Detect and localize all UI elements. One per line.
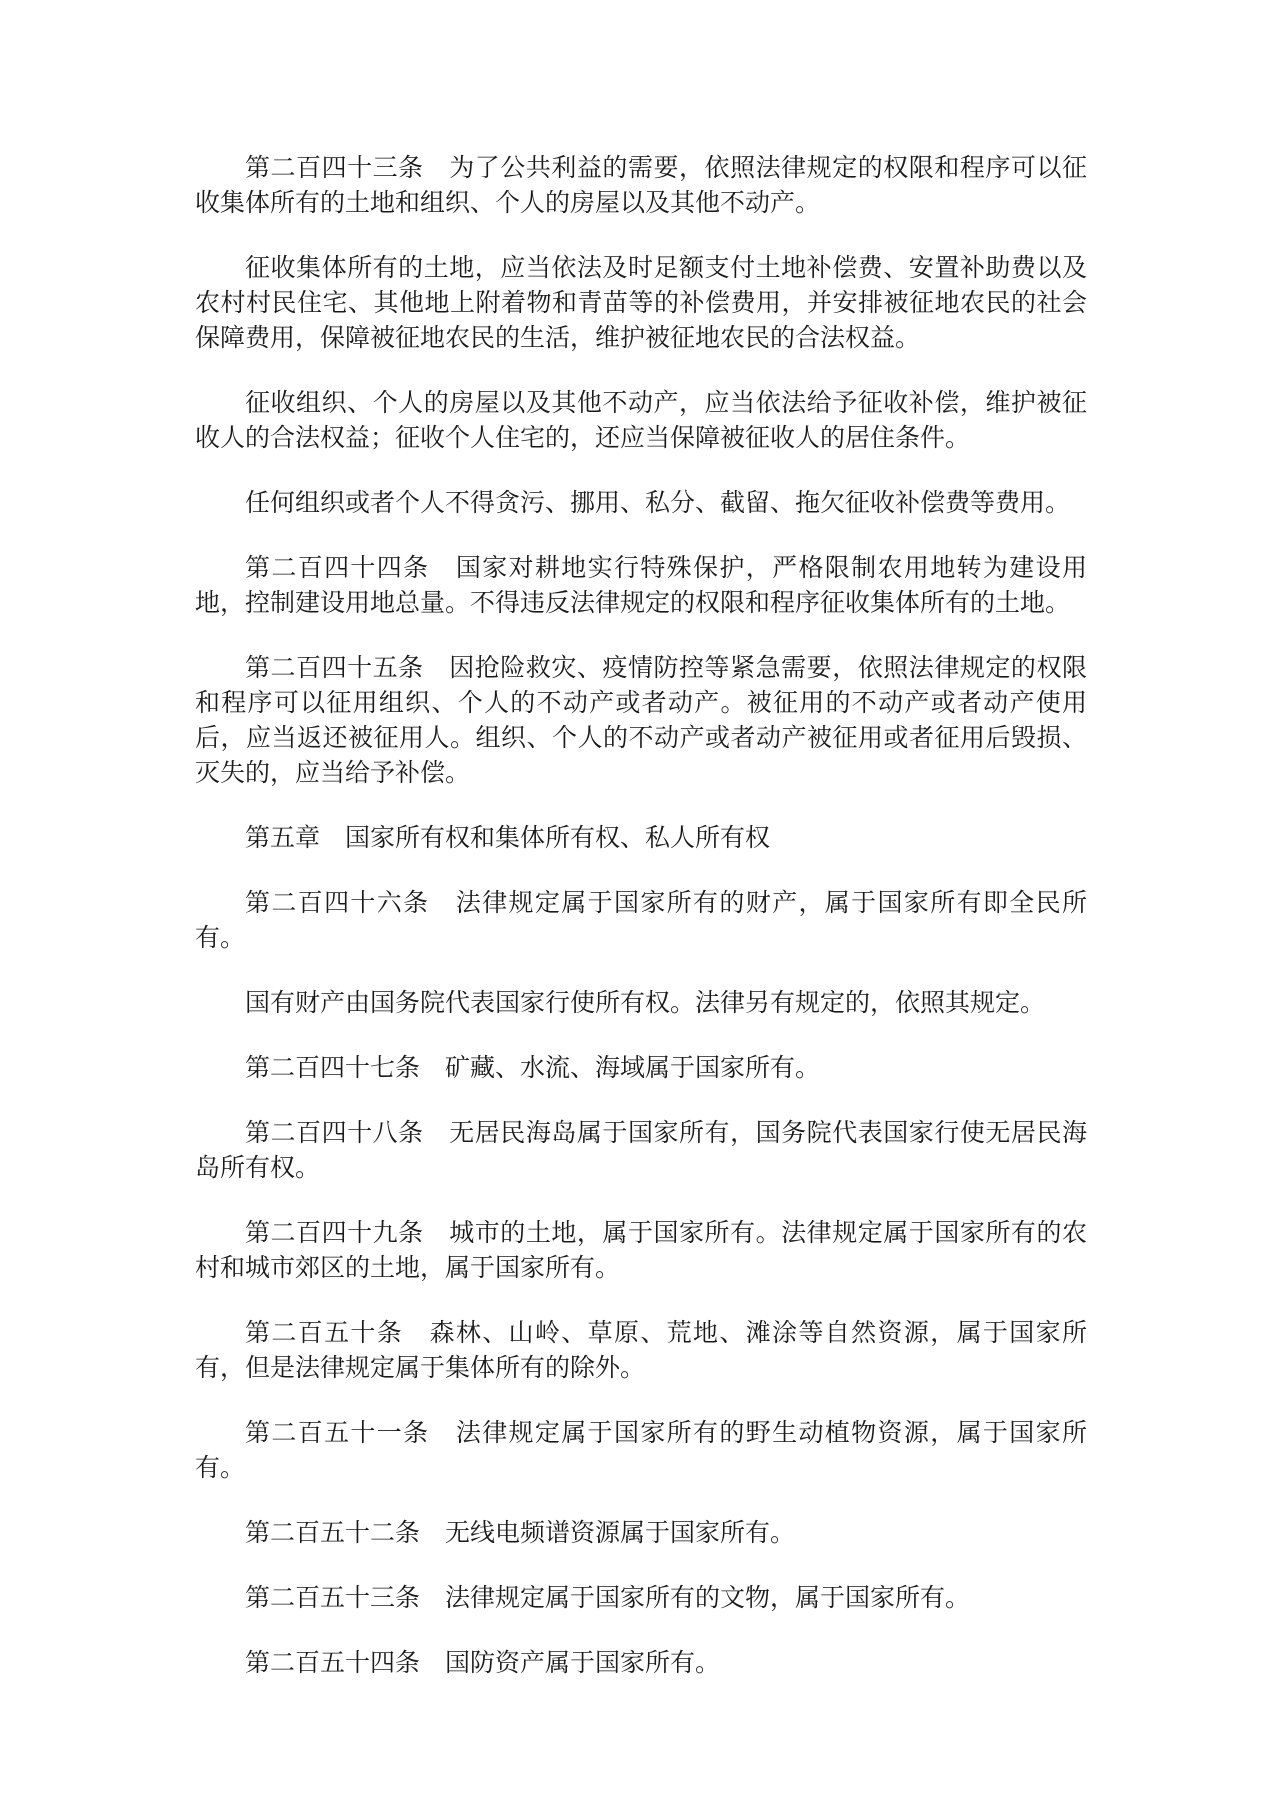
paragraph-article-248: 第二百四十八条 无居民海岛属于国家所有，国务院代表国家行使无居民海岛所有权。 [195,1118,1087,1182]
paragraph-article-243-land-compensation: 征收集体所有的土地，应当依法及时足额支付土地补偿费、安置补助费以及农村村民住宅、其他地上附着物和青苗等的补偿费用，并安排被征地农民的社会保障费用，保障被征地农民的生活，维护被征地农民的合法权益。 [195,253,1087,352]
paragraph-article-243: 第二百四十三条 为了公共利益的需要，依照法律规定的权限和程序可以征收集体所有的土地和组织、个人的房屋以及其他不动产。 [195,153,1087,217]
paragraph-article-247: 第二百四十七条 矿藏、水流、海域属于国家所有。 [245,1053,821,1082]
paragraph-article-250: 第二百五十条 森林、山岭、草原、荒地、滩涂等自然资源，属于国家所有，但是法律规定属于集体所有的除外。 [195,1318,1087,1382]
paragraph-article-252: 第二百五十二条 无线电频谱资源属于国家所有。 [245,1518,796,1547]
paragraph-article-243-prohibition: 任何组织或者个人不得贪污、挪用、私分、截留、拖欠征收补偿费等费用。 [245,488,1071,517]
paragraph-article-246-state-council: 国有财产由国务院代表国家行使所有权。法律另有规定的，依照其规定。 [245,988,1046,1017]
paragraph-article-251: 第二百五十一条 法律规定属于国家所有的野生动植物资源，属于国家所有。 [195,1418,1087,1482]
paragraph-article-243-property-compensation: 征收组织、个人的房屋以及其他不动产，应当依法给予征收补偿，维护被征收人的合法权益；征收个人住宅的，还应当保障被征收人的居住条件。 [195,388,1087,452]
document-body [195,150,1087,1710]
chapter-heading-5: 第五章 国家所有权和集体所有权、私人所有权 [245,823,771,852]
paragraph-article-249: 第二百四十九条 城市的土地，属于国家所有。法律规定属于国家所有的农村和城市郊区的土地，属于国家所有。 [195,1218,1087,1282]
paragraph-article-253: 第二百五十三条 法律规定属于国家所有的文物，属于国家所有。 [245,1583,971,1612]
paragraph-article-254: 第二百五十四条 国防资产属于国家所有。 [245,1648,721,1677]
paragraph-article-246: 第二百四十六条 法律规定属于国家所有的财产，属于国家所有即全民所有。 [195,888,1087,952]
paragraph-article-245: 第二百四十五条 因抢险救灾、疫情防控等紧急需要，依照法律规定的权限和程序可以征用组织、个人的不动产或者动产。被征用的不动产或者动产使用后，应当返还被征用人。组织、个人的不动产或者动产被征用或者征用后毁损、灭失的，应当给予补偿。 [195,653,1087,787]
paragraph-article-244: 第二百四十四条 国家对耕地实行特殊保护，严格限制农用地转为建设用地，控制建设用地总量。不得违反法律规定的权限和程序征收集体所有的土地。 [195,553,1087,617]
